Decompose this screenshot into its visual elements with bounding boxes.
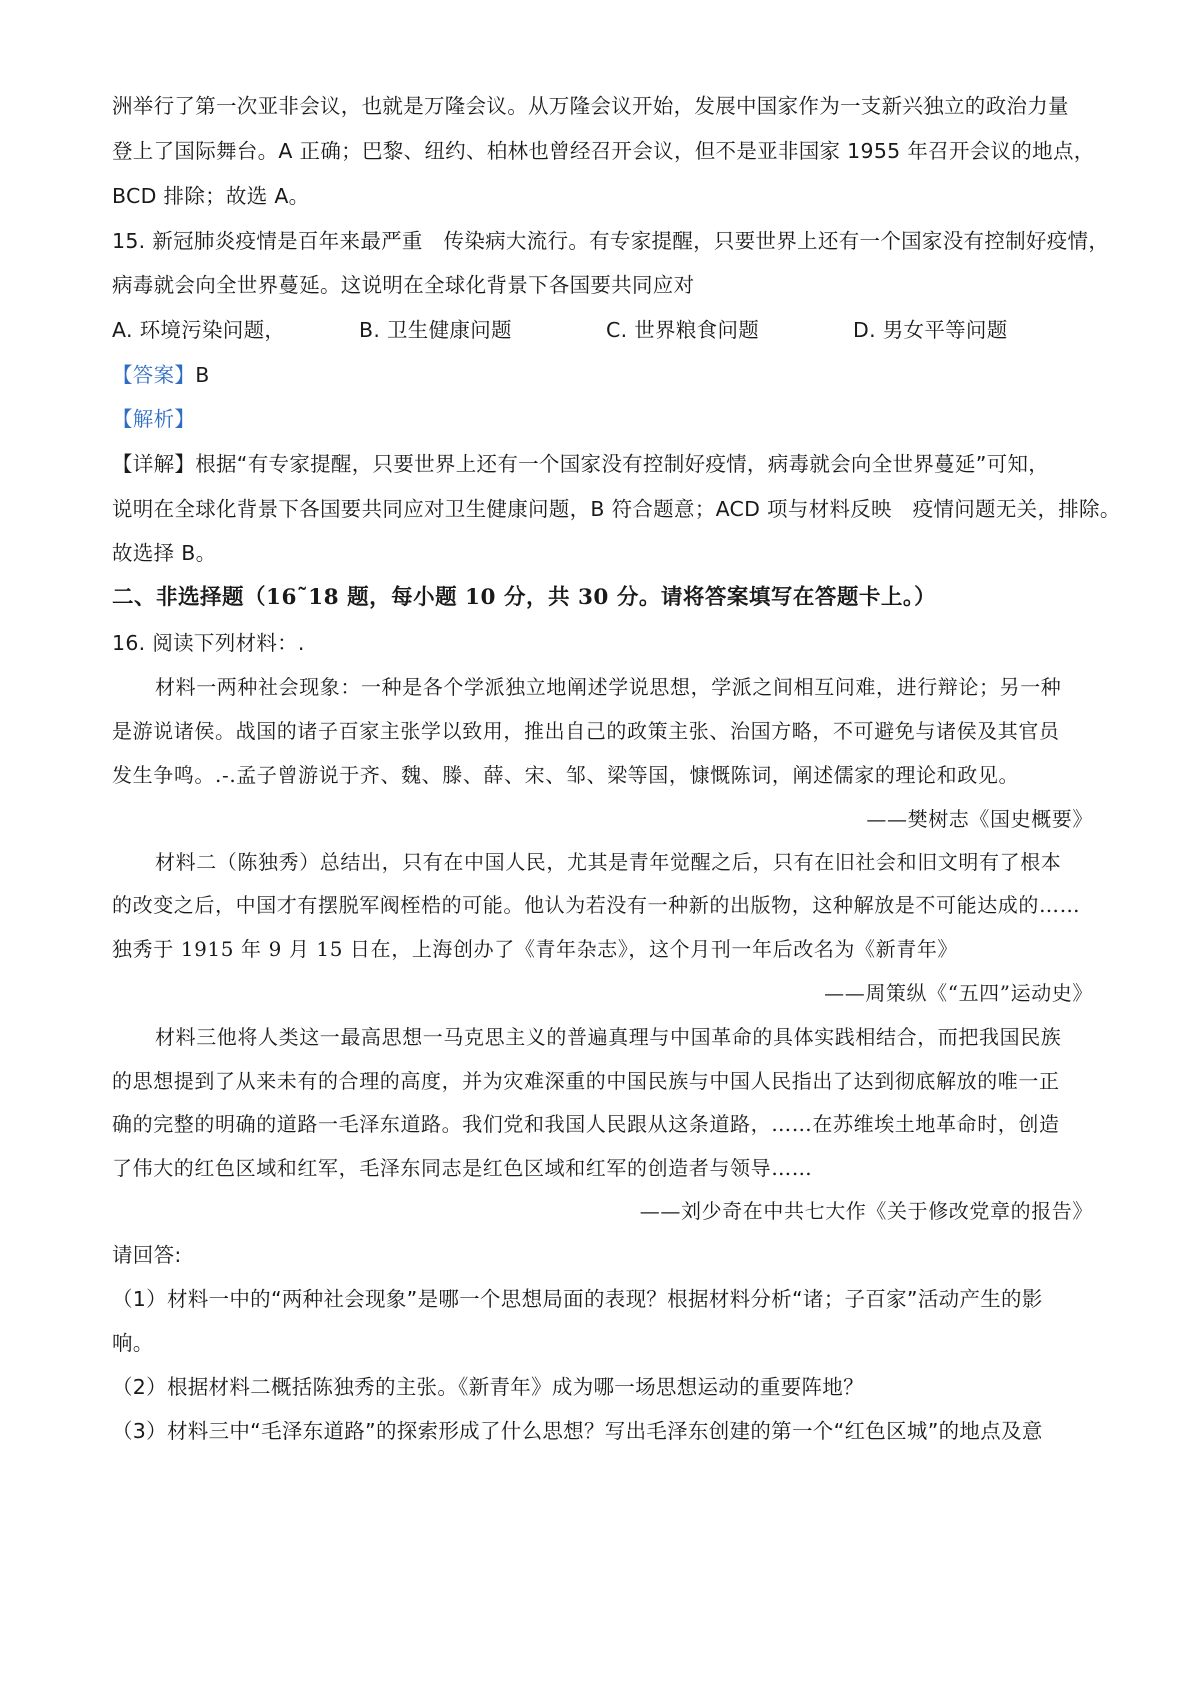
q15-answer (112, 360, 1100, 390)
material-1-line-1: 材料一两种社会现象：一种是各个学派独立地阐述学说思想，学派之间相互问难，进行辩论；另一种 (155, 675, 1062, 699)
answer-prompt: 请回答: (112, 1243, 182, 1267)
sub-question-3: （3）材料三中“毛泽东道路”的探索形成了什么思想？写出毛泽东创建的第一个“红色区城”的地点及意 (112, 1419, 1043, 1443)
q15-option-a: A. 环境污染问题， (112, 318, 286, 342)
material-1-line-3: 发生争鸣。.-.孟子曾游说于齐、魏、滕、薛、宋、邹、梁等国，慷慨陈词，阐述儒家的理论和政见。 (112, 763, 1020, 787)
prev-explanation-line-3: BCD 排除；故选 A。 (112, 184, 310, 208)
answer-tag: 【答案】 (112, 363, 196, 387)
material-2-line-3: 独秀于 1915 年 9 月 15 日在，上海创办了《青年杂志》，这个月刊一年后改名为《新青年》 (112, 937, 959, 961)
material-1-source: ——樊树志《国史概要》 (866, 807, 1093, 831)
material-3-line-1: 材料三他将人类这一最高思想一马克思主义的普遍真理与中国革命的具体实践相结合，而把我国民族 (155, 1025, 1062, 1049)
q15-stem-line-1: 15. 新冠肺炎疫情是百年来最严重 传染病大流行。有专家提醒，只要世界上还有一个国家没有控制好疫情， (112, 229, 1110, 253)
material-3-line-3: 确的完整的明确的道路一毛泽东道路。我们党和我国人民跟从这条道路，……在苏维埃土地革命时，创造 (112, 1112, 1060, 1136)
answer-value: B (195, 363, 210, 387)
prev-explanation-line-2: 登上了国际舞台。A 正确；巴黎、纽约、柏林也曾经召开会议，但不是亚非国家 1955 年召开会议的地点， (112, 139, 1095, 163)
sub-question-1-line-1: （1）材料一中的“两种社会现象”是哪一个思想局面的表现？根据材料分析“诸；子百家”活动产生的影 (112, 1287, 1043, 1311)
material-2-line-1: 材料二（陈独秀）总结出，只有在中国人民，尤其是青年觉醒之后，只有在旧社会和旧文明有了根本 (155, 850, 1062, 874)
q15-detail-line-3: 故选择 B。 (112, 541, 217, 565)
material-2-source: ——周策纵《“五四”运动史》 (824, 981, 1093, 1005)
section-2-heading: 二、非选择题（16˜18 题，每小题 10 分，共 30 分。请将答案填写在答题卡上。） (112, 585, 937, 610)
q15-option-b: B. 卫生健康问题 (359, 318, 512, 342)
q15-option-c: C. 世界粮食问题 (606, 318, 760, 342)
q15-options (112, 315, 1100, 345)
q16-intro: 16. 阅读下列材料：. (112, 631, 305, 655)
material-3-line-4: 了伟大的红色区域和红军，毛泽东同志是红色区域和红军的创造者与领导…… (112, 1156, 813, 1180)
prev-explanation-line-1: 洲举行了第一次亚非会议，也就是万隆会议。从万隆会议开始，发展中国家作为一支新兴独立的政治力量 (112, 94, 1069, 118)
material-2-line-2: 的改变之后，中国才有摆脱军阀桎梏的可能。他认为若没有一种新的出版物，这种解放是不可能达成的…… (112, 893, 1081, 917)
q15-option-d: D. 男女平等问题 (853, 318, 1008, 342)
sub-question-2: （2）根据材料二概括陈独秀的主张。《新青年》成为哪一场思想运动的重要阵地？ (112, 1375, 864, 1399)
material-3-line-2: 的思想提到了从来未有的合理的高度，并为灾难深重的中国民族与中国人民指出了达到彻底解放的唯一正 (112, 1069, 1060, 1093)
analysis-tag: 【解析】 (112, 407, 196, 431)
q15-stem-line-2: 病毒就会向全世界蔓延。这说明在全球化背景下各国要共同应对 (112, 273, 695, 297)
sub-question-1-line-2: 响。 (112, 1331, 154, 1355)
material-3-source: ——刘少奇在中共七大作《关于修改党章的报告》 (639, 1199, 1093, 1223)
q15-detail-line-1: 【详解】根据“有专家提醒，只要世界上还有一个国家没有控制好疫情，病毒就会向全世界蔓延”可知， (112, 452, 1050, 476)
material-1-line-2: 是游说诸侯。战国的诸子百家主张学以致用，推出自己的政策主张、治国方略，不可避免与诸侯及其官员 (112, 719, 1060, 743)
q15-detail-line-2: 说明在全球化背景下各国要共同应对卫生健康问题，B 符合题意；ACD 项与材料反映 疫情问题无关，排除。 (112, 497, 1121, 521)
